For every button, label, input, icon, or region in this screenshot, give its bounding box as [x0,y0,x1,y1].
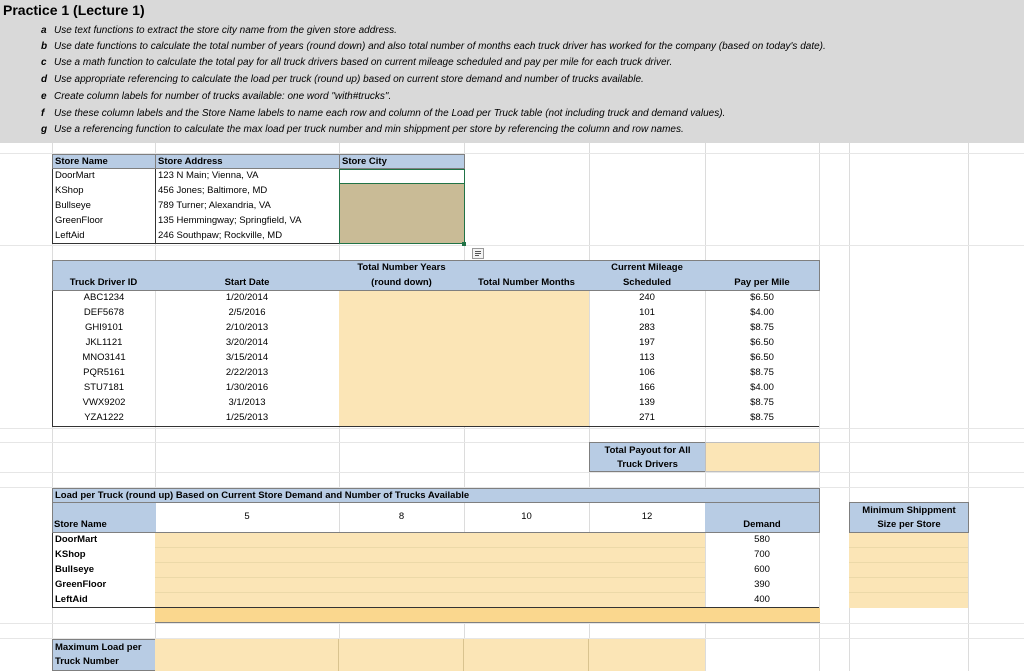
start-date-cell[interactable]: 1/30/2016 [225,382,269,393]
years-cell[interactable] [339,306,464,321]
mileage-cell[interactable]: 113 [639,352,655,363]
store-address-cell[interactable]: 456 Jones; Baltimore, MD [155,184,339,199]
store-city-cell[interactable] [339,184,465,199]
months-cell[interactable] [464,381,589,396]
col-header-store-city: Store City [339,154,465,169]
col-header-current-mileage-sub: Scheduled [622,277,672,288]
start-date-cell[interactable]: 1/20/2014 [225,292,269,303]
mileage-cell[interactable]: 240 [639,292,655,303]
driver-id-cell[interactable]: JKL1121 [52,336,155,351]
instruction-b: b Use date functions to calculate the total number of years (round down) and also total number of months each truck driver has worked for the company (based on today's date). [41,41,826,52]
driver-id-cell[interactable]: GHI9101 [52,321,155,336]
driver-id-cell[interactable]: PQR5161 [52,366,155,381]
col-header-total-months: Total Number Months [478,277,575,288]
load-store-name[interactable]: Bullseye [52,563,155,578]
store-city-cell[interactable] [339,214,465,229]
trucks-12-header[interactable]: 12 [589,502,705,533]
years-cell[interactable] [339,321,464,336]
store-name-cell[interactable]: Bullseye [52,199,155,214]
min-shipment-cell[interactable] [849,548,968,563]
demand-cell[interactable]: 700 [754,549,770,560]
col-header-pay-per-mile: Pay per Mile [734,277,790,288]
store-address-cell[interactable]: 789 Turner; Alexandria, VA [155,199,339,214]
store-name-cell[interactable]: DoorMart [52,169,155,184]
load-row-cells[interactable] [155,563,705,578]
years-cell[interactable] [339,336,464,351]
mileage-cell[interactable]: 139 [639,397,655,408]
pay-cell[interactable]: $6.50 [750,337,774,348]
driver-id-cell[interactable]: YZA1222 [52,411,155,427]
instruction-a: a Use text functions to extract the store city name from the given store address. [41,25,397,36]
mileage-cell[interactable]: 197 [639,337,655,348]
driver-id-cell[interactable]: ABC1234 [52,291,155,306]
instruction-e: e Create column labels for number of trucks available: one word "with#trucks". [41,91,392,102]
pay-cell[interactable]: $8.75 [750,322,774,333]
max-load-label-line2: Truck Number [55,656,119,667]
max-load-cell-5[interactable] [155,639,339,671]
start-date-cell[interactable]: 2/10/2013 [225,322,269,333]
start-date-cell[interactable]: 1/25/2013 [155,411,339,427]
store-name-cell[interactable]: KShop [52,184,155,199]
store-address-cell[interactable]: 135 Hemmingway; Springfield, VA [155,214,339,229]
max-load-cell-8[interactable] [339,639,464,671]
mileage-cell[interactable]: 283 [639,322,655,333]
months-cell[interactable] [464,396,589,411]
demand-cell[interactable]: 580 [754,534,770,545]
driver-id-cell[interactable]: STU7181 [52,381,155,396]
instruction-c: c Use a math function to calculate the total pay for all truck drivers based on current mileage scheduled and pay per mile for each truck driver. [41,57,673,68]
store-city-cell[interactable] [339,199,465,214]
max-load-cell-10[interactable] [464,639,589,671]
min-shipment-label [849,502,969,533]
years-cell[interactable] [339,396,464,411]
pay-cell[interactable]: $8.75 [750,367,774,378]
trucks-10-header[interactable]: 10 [464,502,589,533]
months-cell[interactable] [464,321,589,336]
driver-id-cell[interactable]: DEF5678 [52,306,155,321]
months-cell[interactable] [464,411,589,427]
min-shipment-cell[interactable] [849,563,968,578]
load-total-row[interactable] [155,608,820,623]
months-cell[interactable] [464,291,589,306]
years-cell[interactable] [339,291,464,306]
instruction-f: f Use these column labels and the Store Name labels to name each row and column of the Load per Truck table (not including truck and demand values). [41,108,726,119]
load-row-cells[interactable] [155,533,705,548]
start-date-cell[interactable]: 2/5/2016 [228,307,266,318]
min-shipment-cell[interactable] [849,578,968,593]
driver-id-cell[interactable]: VWX9202 [52,396,155,411]
mileage-cell[interactable]: 106 [639,367,655,378]
mileage-cell[interactable]: 166 [639,382,655,393]
demand-cell[interactable]: 600 [754,564,770,575]
col-header-store-name: Store Name [52,154,156,169]
mileage-cell[interactable]: 271 [589,411,705,427]
start-date-cell[interactable]: 3/1/2013 [228,397,266,408]
max-load-label [52,639,156,671]
load-row-cells[interactable] [155,593,705,608]
total-payout-cell[interactable] [705,442,820,472]
instructions-header [0,0,1024,143]
store-city-cell[interactable] [339,229,465,244]
years-cell[interactable] [339,351,464,366]
years-cell[interactable] [339,381,464,396]
max-load-cell-12[interactable] [589,639,705,671]
load-store-name[interactable]: KShop [52,548,155,563]
load-store-name[interactable]: DoorMart [52,533,155,548]
trucks-5-header[interactable]: 5 [155,502,339,533]
months-cell[interactable] [464,351,589,366]
trucks-8-header[interactable]: 8 [339,502,464,533]
demand-cell[interactable]: 400 [705,593,819,608]
pay-cell[interactable]: $6.50 [750,292,774,303]
pay-cell[interactable]: $4.00 [750,382,774,393]
months-cell[interactable] [464,306,589,321]
load-store-name[interactable]: LeftAid [52,593,155,608]
instruction-d: d Use appropriate referencing to calculate the load per truck (round up) based on current store demand and number of trucks available. [41,74,644,85]
years-cell[interactable] [339,366,464,381]
fill-handle[interactable] [462,242,466,246]
years-cell[interactable] [339,411,464,427]
min-shipment-label-line2: Size per Store [877,519,941,530]
start-date-cell[interactable]: 3/15/2014 [225,352,269,363]
min-shipment-cell[interactable] [849,533,968,548]
page-title: Practice 1 (Lecture 1) [3,2,145,18]
total-payout-label-line2: Truck Drivers [617,459,678,470]
load-store-name[interactable]: GreenFloor [52,578,155,593]
max-load-label-line1: Maximum Load per [55,642,142,653]
total-payout-label [589,442,706,472]
pay-cell[interactable]: $6.50 [750,352,774,363]
col-header-total-years-sub: (round down) [371,277,432,288]
col-header-truck-driver-id: Truck Driver ID [69,277,138,288]
load-row-cells[interactable] [155,548,705,563]
start-date-cell[interactable]: 2/22/2013 [225,367,269,378]
col-header-current-mileage: Current Mileage [611,262,683,273]
load-table-title: Load per Truck (round up) Based on Current Store Demand and Number of Trucks Available [52,488,820,503]
store-name-cell[interactable]: GreenFloor [52,214,155,229]
months-cell[interactable] [464,336,589,351]
driver-id-cell[interactable]: MNO3141 [52,351,155,366]
col-header-total-years: Total Number Years [357,262,446,273]
mileage-cell[interactable]: 101 [639,307,655,318]
min-shipment-label-line1: Minimum Shippment [862,505,956,516]
col-header-store-address: Store Address [155,154,340,169]
store-address-cell[interactable]: 123 N Main; Vienna, VA [155,169,339,184]
demand-cell[interactable]: 390 [754,579,770,590]
pay-cell[interactable]: $4.00 [750,307,774,318]
pay-cell[interactable]: $8.75 [750,397,774,408]
months-cell[interactable] [464,366,589,381]
store-address-cell[interactable]: 246 Southpaw; Rockville, MD [155,229,339,244]
total-payout-label-line1: Total Payout for All [604,445,691,456]
pay-cell[interactable]: $8.75 [705,411,819,427]
col-header-store-name: Store Name [54,519,107,530]
col-header-start-date: Start Date [224,277,270,288]
min-shipment-cell[interactable] [849,593,968,608]
col-header-demand: Demand [743,519,781,530]
store-city-cell-selected[interactable] [339,169,465,184]
instruction-g: g Use a referencing function to calculate the max load per truck number and min shippment per store by referencing the column and row names. [41,124,684,135]
start-date-cell[interactable]: 3/20/2014 [225,337,269,348]
load-row-cells[interactable] [155,578,705,593]
store-name-cell[interactable]: LeftAid [52,229,155,244]
quick-analysis-icon[interactable] [472,248,484,259]
